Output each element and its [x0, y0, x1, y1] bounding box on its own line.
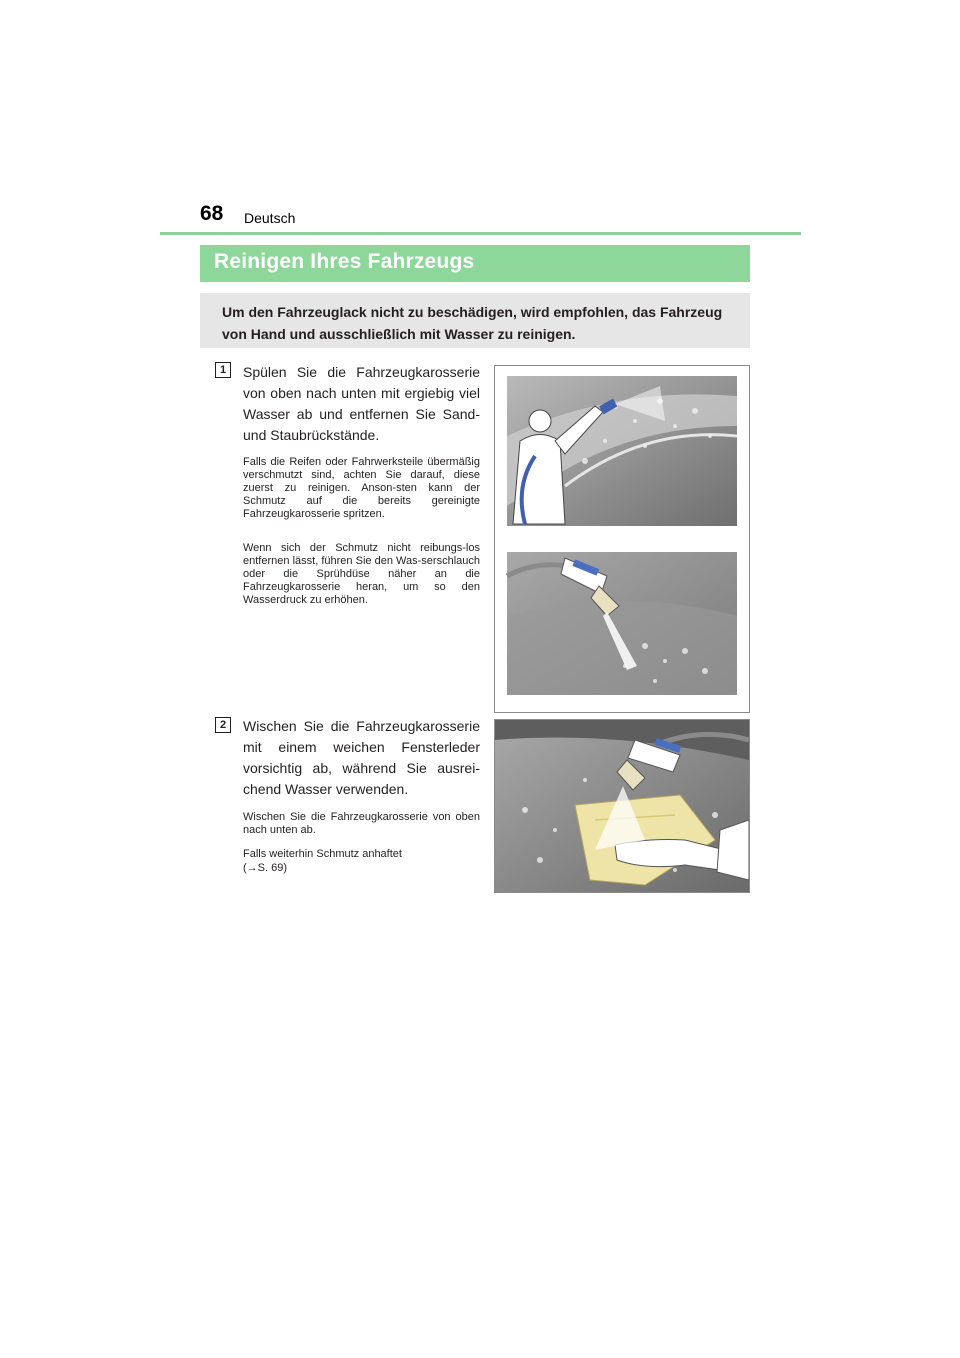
step-2-note-2: Falls weiterhin Schmutz anhaftet — [243, 848, 402, 860]
section-title-bar — [200, 245, 750, 282]
car-rinsing-illustration — [495, 366, 749, 712]
step-1-badge: 1 — [215, 362, 231, 378]
section-title: Reinigen Ihres Fahrzeugs — [214, 250, 475, 273]
step-2-badge: 2 — [215, 717, 231, 733]
step-1-note-2: Wenn sich der Schmutz nicht reibungs-los entfernen lässt, führen Sie den Was-serschlauch oder die Sprühdüse näher an die Fahrzeugkarosserie heran, um so den Wasserdruck zu erhöhen. — [243, 542, 480, 606]
header-rule — [160, 232, 801, 235]
page-language: Deutsch — [244, 210, 296, 226]
step-1-illustration — [494, 365, 750, 713]
step-2-text: Wischen Sie die Fahrzeugkarosserie mit einem weichen Fensterleder vorsichtig ab, während Sie ausrei-chend Wasser verwenden. — [243, 718, 480, 797]
wiping-with-chamois-illustration — [495, 720, 749, 892]
intro-box — [200, 293, 750, 348]
step-1-text: Spülen Sie die Fahrzeugkarosserie von oben nach unten mit ergiebig viel Wasser ab und entfernen Sie Sand- und Staubrückstände. — [243, 364, 480, 443]
page-number: 68 — [200, 202, 224, 225]
step-2-note-1: Wischen Sie die Fahrzeugkarosserie von oben nach unten ab. — [243, 811, 480, 836]
intro-text: Um den Fahrzeuglack nicht zu beschädigen, wird empfohlen, das Fahrzeug von Hand und ausschließlich mit Wasser zu reinigen. — [222, 304, 723, 342]
step-1-note-1: Falls die Reifen oder Fahrwerksteile übermäßig verschmutzt sind, achten Sie darauf, diese zuerst zu reinigen. Anson-sten kann der Schmutz auf die bereits gereinigte Fahrzeugkarosserie spritzen. — [243, 456, 480, 520]
step-2-illustration — [494, 719, 750, 893]
step-2-note-3: (→S. 69) — [243, 862, 288, 874]
